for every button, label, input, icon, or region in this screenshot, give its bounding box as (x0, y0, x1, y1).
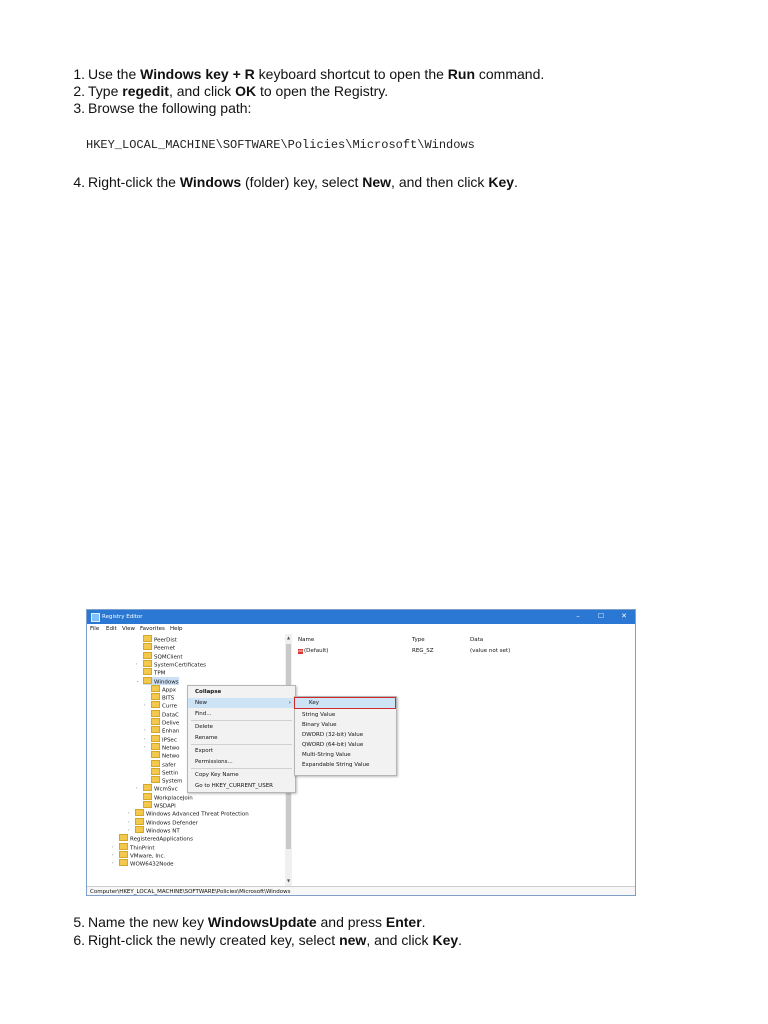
folder-icon (151, 760, 160, 767)
tree-item-label: Delive (162, 720, 180, 727)
minimize-button[interactable]: – (576, 612, 580, 620)
chevron-right-icon[interactable]: › (144, 735, 146, 741)
step-5 (68, 913, 426, 931)
tree-item[interactable] (143, 635, 177, 643)
menu-item-permissions[interactable]: Permissions... (195, 759, 233, 765)
menu-item-collapse[interactable]: Collapse (195, 689, 222, 695)
folder-icon (135, 818, 144, 825)
tree-item-label: Windows NT (146, 828, 180, 835)
bold-term: Windows key + R (140, 66, 255, 82)
tree-item[interactable] (143, 801, 176, 809)
tree-item[interactable] (143, 668, 165, 676)
menu-item-find[interactable]: Find... (195, 711, 212, 717)
tree-item-label: Peernet (154, 645, 176, 652)
tree-item[interactable] (151, 685, 176, 693)
folder-icon (151, 693, 160, 700)
folder-icon (119, 834, 128, 841)
column-data-header[interactable]: Data (470, 637, 484, 643)
value-row-data: (value not set) (470, 648, 511, 654)
tree-item[interactable] (151, 735, 177, 743)
tree-item-label: PeerDist (154, 637, 177, 644)
tree-item-label: DataC (162, 712, 179, 719)
chevron-right-icon[interactable]: › (112, 860, 114, 866)
tree-item[interactable] (151, 726, 179, 734)
folder-icon (151, 718, 160, 725)
folder-icon (151, 726, 160, 733)
chevron-right-icon[interactable]: › (128, 810, 130, 816)
folder-icon (143, 643, 152, 650)
tree-item[interactable] (135, 826, 180, 834)
tree-item[interactable] (143, 793, 193, 801)
step-3 (68, 99, 251, 117)
menu-item-expandable-string-value[interactable]: Expandable String Value (302, 762, 370, 768)
menu-item-new[interactable]: New › (188, 698, 295, 708)
tree-item-label: ThinPrint (130, 845, 155, 851)
step-number: 1. (73, 66, 85, 82)
chevron-right-icon: › (288, 700, 291, 706)
registry-path: HKEY_LOCAL_MACHINE\SOFTWARE\Policies\Microsoft\Windows (86, 138, 475, 152)
folder-icon (151, 701, 160, 708)
status-bar (87, 886, 635, 896)
tree-item[interactable] (151, 718, 179, 726)
new-submenu (294, 696, 397, 776)
step-6 (68, 931, 462, 949)
tree-item-label: TPM (154, 670, 166, 677)
folder-icon (151, 751, 160, 758)
tree-item-label: VMware, Inc. (130, 853, 166, 860)
menu-bar (87, 625, 635, 633)
tree-item[interactable] (143, 660, 206, 668)
folder-icon (143, 793, 152, 800)
bold-term: Run (447, 66, 475, 82)
tree-item[interactable] (151, 768, 178, 776)
step-number: 2. (73, 83, 85, 99)
bold-term: Key (432, 932, 459, 948)
chevron-right-icon[interactable]: › (136, 785, 138, 791)
step-2 (68, 82, 388, 100)
tree-item-label: SystemCertificates (154, 662, 206, 669)
folder-icon (151, 710, 160, 717)
tree-item[interactable] (151, 760, 176, 768)
chevron-right-icon[interactable]: › (144, 727, 146, 733)
bold-term: regedit (122, 83, 169, 99)
step-text: , and click (168, 83, 236, 99)
menu-item-dword-value[interactable]: DWORD (32-bit) Value (302, 732, 364, 738)
menu-item-key[interactable]: Key (294, 697, 396, 709)
step-text: (folder) key, select (241, 174, 363, 190)
step-text: Right-click the (88, 174, 180, 190)
step-number: 3. (73, 100, 85, 116)
folder-icon (151, 776, 160, 783)
menu-item-goto-hkcu[interactable]: Go to HKEY_CURRENT_USER (195, 783, 273, 789)
tree-item-label: safer (162, 762, 176, 768)
tree-item[interactable] (143, 652, 183, 660)
tree-item-label: Windows Defender (146, 820, 198, 827)
menu-item-copy-key-name[interactable]: Copy Key Name (195, 772, 239, 778)
menu-file[interactable]: File (90, 626, 100, 632)
menu-item-multi-string-value[interactable]: Multi-String Value (302, 752, 351, 758)
tree-item-label: Enhan (162, 728, 180, 735)
chevron-right-icon[interactable]: › (112, 851, 114, 857)
tree-item[interactable] (119, 859, 174, 867)
step-text: Browse the following path: (88, 100, 252, 116)
step-number: 4. (73, 174, 85, 190)
maximize-button[interactable]: ☐ (597, 612, 605, 620)
menu-help[interactable]: Help (170, 626, 183, 632)
menu-edit[interactable]: Edit (106, 626, 117, 632)
folder-icon (143, 801, 152, 808)
column-type-header[interactable]: Type (412, 637, 425, 643)
step-text: Right-click the newly created key, select (88, 932, 340, 948)
bold-term: New (362, 174, 392, 190)
value-row-name[interactable] (298, 648, 328, 654)
step-text: . (458, 932, 463, 948)
step-text: to open the Registry. (256, 83, 389, 99)
folder-icon (143, 677, 152, 684)
chevron-right-icon[interactable]: › (136, 660, 138, 666)
tree-item[interactable] (151, 701, 177, 709)
folder-icon (143, 668, 152, 675)
value-name: (Default) (304, 648, 329, 654)
folder-icon (151, 768, 160, 775)
menu-view[interactable]: View (122, 626, 136, 632)
folder-icon (151, 743, 160, 750)
scroll-down-icon[interactable]: ▼ (286, 878, 291, 883)
status-path: Computer\HKEY_LOCAL_MACHINE\SOFTWARE\Policies\Microsoft\Windows (90, 888, 291, 895)
step-number: 5. (73, 914, 85, 930)
menu-separator (191, 744, 292, 745)
step-text: keyboard shortcut to open the (254, 66, 448, 82)
tree-item-label: Windows (154, 679, 179, 685)
tree-item-label: SQMClient (154, 654, 183, 661)
folder-icon (151, 735, 160, 742)
tree-item-label: Netwo (162, 745, 180, 752)
tree-item-label: BITS (162, 695, 175, 702)
chevron-right-icon[interactable]: › (128, 818, 130, 824)
step-text: Type (88, 83, 123, 99)
tree-item-label: Curre (162, 703, 178, 710)
menu-item-rename[interactable]: Rename (195, 735, 218, 741)
column-name-header[interactable]: Name (298, 637, 315, 643)
bold-term: WindowsUpdate (207, 914, 317, 930)
step-text: and press (316, 914, 386, 930)
step-text: , and then click (391, 174, 489, 190)
tree-item-label: Netwo (162, 753, 180, 760)
tree-item-label: Windows Advanced Threat Protection (146, 811, 249, 818)
folder-icon (135, 809, 144, 816)
folder-icon (119, 859, 128, 866)
bold-term: OK (235, 83, 257, 99)
folder-icon (143, 635, 152, 642)
menu-separator (191, 720, 292, 721)
window-title: Registry Editor (102, 613, 143, 620)
step-text: . (514, 174, 518, 190)
chevron-right-icon[interactable]: › (144, 702, 146, 708)
tree-item-label: WSDAPI (154, 803, 176, 810)
step-number: 6. (73, 932, 85, 948)
folder-icon (119, 843, 128, 850)
tree-item[interactable] (151, 710, 179, 718)
tree-item[interactable] (135, 809, 249, 817)
bold-term: new (339, 932, 367, 948)
folder-icon (143, 660, 152, 667)
chevron-right-icon[interactable]: › (112, 843, 114, 849)
tree-item-label: Appx (162, 687, 176, 694)
tree-item-label: IPSec (162, 737, 177, 744)
bold-term: Key (488, 174, 515, 190)
regedit-icon (91, 613, 100, 622)
bold-term: Enter (385, 914, 422, 930)
folder-icon (135, 826, 144, 833)
tree-item[interactable] (151, 776, 183, 784)
tree-item[interactable] (119, 843, 155, 851)
registry-editor-screenshot (86, 609, 636, 896)
chevron-right-icon[interactable]: › (144, 743, 146, 749)
context-menu (187, 685, 296, 793)
step-4 (68, 173, 518, 191)
tree-item[interactable] (119, 851, 165, 859)
step-1 (68, 65, 544, 83)
tree-item[interactable] (151, 693, 174, 701)
chevron-right-icon[interactable]: › (128, 826, 130, 832)
menu-item-export[interactable]: Export (195, 748, 214, 754)
string-value-icon: ab (298, 649, 303, 653)
folder-icon (143, 652, 152, 659)
tree-item-label: WorkplaceJoin (154, 795, 193, 802)
step-text: Name the new key (88, 914, 208, 930)
tree-item-label: Settin (162, 770, 179, 777)
menu-separator (191, 768, 292, 769)
menu-item-string-value[interactable]: String Value (302, 712, 336, 718)
scroll-up-icon[interactable]: ▲ (286, 635, 291, 640)
tree-item-label: RegisteredApplications (130, 836, 193, 843)
tree-item[interactable] (151, 743, 180, 751)
folder-icon (143, 784, 152, 791)
menu-item-delete[interactable]: Delete (195, 724, 214, 730)
tree-item[interactable] (135, 818, 198, 826)
close-button[interactable]: ✕ (621, 612, 627, 620)
folder-icon (119, 851, 128, 858)
tree-item-label: WOW6432Node (130, 861, 174, 868)
tree-item[interactable] (151, 751, 180, 759)
chevron-down-icon[interactable]: ⌄ (136, 677, 140, 683)
tree-item-label: System (162, 778, 183, 785)
value-row-type: REG_SZ (412, 648, 434, 654)
menu-item-binary-value[interactable]: Binary Value (302, 722, 337, 728)
tree-item[interactable] (143, 677, 179, 685)
tree-item[interactable] (119, 834, 193, 842)
tree-item-label: WcmSvc (154, 786, 178, 793)
step-text: Use the (88, 66, 141, 82)
menu-item-qword-value[interactable]: QWORD (64-bit) Value (302, 742, 364, 748)
step-text: command. (475, 66, 545, 82)
menu-favorites[interactable]: Favorites (140, 626, 165, 632)
step-text: . (421, 914, 426, 930)
bold-term: Windows (179, 174, 242, 190)
step-text: , and click (366, 932, 433, 948)
tree-item[interactable] (143, 784, 178, 792)
folder-icon (151, 685, 160, 692)
title-bar (87, 610, 635, 624)
tree-item[interactable] (143, 643, 175, 651)
